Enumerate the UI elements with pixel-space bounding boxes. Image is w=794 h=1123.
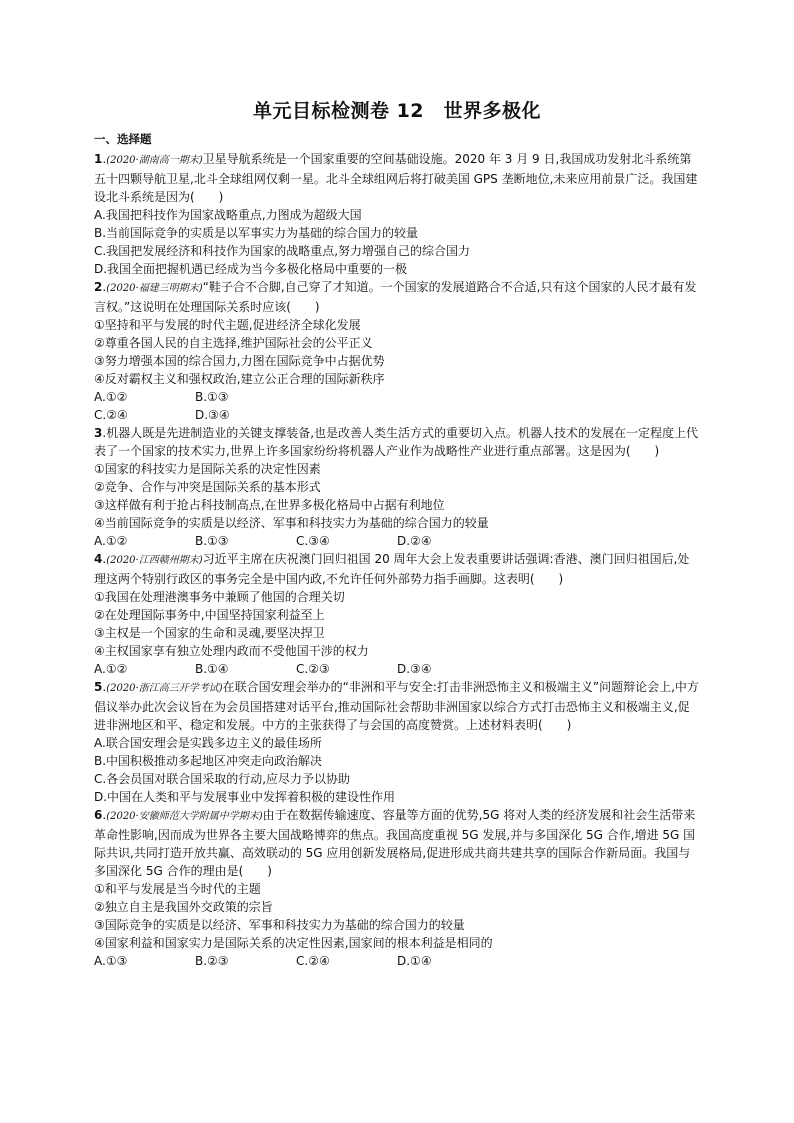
question-text: 习近平主席在庆祝澳门回归祖国 20 周年大会上发表重要讲话强调:香港、澳门回归祖国后,处理这两个特别行政区的事务完全是中国内政,不允许任何外部势力指手画脚。这表明( ) — [94, 552, 690, 586]
statement-item: ②尊重各国人民的自主选择,维护国际社会的公平正义 — [94, 336, 373, 350]
answer-choice[interactable]: C.②④ — [296, 954, 330, 968]
question-2 — [94, 278, 700, 424]
statement-item: ③这样做有利于抢占科技制高点,在世界多极化格局中占据有利地位 — [94, 498, 445, 512]
question-5 — [94, 678, 700, 806]
statement-item: ④主权国家享有独立处理内政而不受他国干涉的权力 — [94, 644, 369, 658]
answer-choice[interactable]: C.③④ — [296, 534, 330, 548]
answer-option[interactable]: C.我国把发展经济和科技作为国家的战略重点,努力增强自己的综合国力 — [94, 244, 471, 258]
question-3 — [94, 424, 700, 550]
answer-choice[interactable]: C.②④ — [94, 408, 128, 422]
statement-item: ②竞争、合作与冲突是国际关系的基本形式 — [94, 480, 321, 494]
question-stem: 3.机器人既是先进制造业的关键支撑装备,也是改善人类生活方式的重要切入点。机器人技术的发展在一定程度上代表了一个国家的技术实力,世界上许多国家纷纷将机器人产业作为战略性产业进行重点部署。这是因为( ) — [94, 426, 699, 458]
answer-choice[interactable]: D.①④ — [397, 954, 432, 968]
question-source: (2020·安徽师范大学附属中学期末) — [106, 811, 263, 822]
statement-item: ②独立自主是我国外交政策的宗旨 — [94, 900, 273, 914]
answer-choice[interactable]: D.③④ — [195, 408, 230, 422]
choice-row — [94, 532, 700, 550]
answer-choice[interactable]: D.②④ — [397, 534, 432, 548]
choice-row — [94, 660, 700, 678]
question-source: (2020·福建三明期末) — [106, 283, 203, 294]
question-1 — [94, 150, 700, 278]
answer-choice[interactable]: B.①③ — [195, 534, 229, 548]
answer-option[interactable]: D.中国在人类和平与发展事业中发挥着积极的建设性作用 — [94, 790, 396, 804]
answer-choice[interactable]: B.②③ — [195, 954, 229, 968]
answer-choice[interactable]: D.③④ — [397, 662, 432, 676]
answer-choice[interactable]: A.①③ — [94, 954, 128, 968]
question-list — [94, 150, 700, 970]
statement-item: ④国家利益和国家实力是国际关系的决定性因素,国家间的根本利益是相同的 — [94, 936, 493, 950]
question-stem: 4.(2020·江西赣州期末)习近平主席在庆祝澳门回归祖国 20 周年大会上发表重要讲话强调:香港、澳门回归祖国后,处理这两个特别行政区的事务完全是中国内政,不允许任何外部势力指手画脚。这表明( ) — [94, 552, 690, 586]
answer-option[interactable]: D.我国全面把握机遇已经成为当今多极化格局中重要的一极 — [94, 262, 408, 276]
question-text: 在联合国安理会举办的“非洲和平与安全:打击非洲恐怖主义和极端主义”问题辩论会上,中方倡议举办此次会议旨在为会员国搭建对话平台,推动国际社会帮助非洲国家以综合方式打击恐怖主义和极端主义,促进非洲地区和平、稳定和发展。中方的主张获得了与会国的高度赞赏。上述材料表明( ) — [94, 680, 699, 732]
answer-choice[interactable]: A.①② — [94, 390, 128, 404]
document-page — [94, 96, 700, 970]
answer-option[interactable]: C.各会员国对联合国采取的行动,应尽力予以协助 — [94, 772, 351, 786]
question-stem: 2.(2020·福建三明期末)“鞋子合不合脚,自己穿了才知道。一个国家的发展道路合不合适,只有这个国家的人民才最有发言权。”这说明在处理国际关系时应该( ) — [94, 280, 697, 314]
question-number: 4 — [94, 552, 103, 566]
question-source: (2020·浙江高三开学考试) — [106, 683, 223, 694]
choice-row — [94, 406, 700, 424]
question-text: 卫星导航系统是一个国家重要的空间基础设施。2020 年 3 月 9 日,我国成功发射北斗系统第五十四颗导航卫星,北斗全球组网仅剩一星。北斗全球组网后将打破美国 GPS 垄断地位,未来应用前景广泛。我国建设北斗系统是因为( ) — [94, 152, 698, 204]
question-number: 2 — [94, 280, 103, 294]
question-source: (2020·江西赣州期末) — [106, 555, 203, 566]
page-title: 单元目标检测卷 12 世界多极化 — [252, 100, 542, 122]
question-6 — [94, 806, 700, 970]
answer-choice[interactable]: A.①② — [94, 534, 128, 548]
statement-item: ③主权是一个国家的生命和灵魂,要坚决捍卫 — [94, 626, 325, 640]
statement-item: ①坚持和平与发展的时代主题,促进经济全球化发展 — [94, 318, 361, 332]
answer-option[interactable]: A.联合国安理会是实践多边主义的最佳场所 — [94, 736, 322, 750]
answer-choice[interactable]: A.①② — [94, 662, 128, 676]
statement-item: ①和平与发展是当今时代的主题 — [94, 882, 261, 896]
answer-option[interactable]: B.中国积极推动多起地区冲突走向政治解决 — [94, 754, 323, 768]
question-stem: 6.(2020·安徽师范大学附属中学期末)由于在数据传输速度、容量等方面的优势,5G 将对人类的经济发展和社会生活带来革命性影响,因而成为世界各主要大国战略博弈的焦点。我国高度重视 5G 发展,并与多国深化 5G 合作,增进 5G 国际共识,共同打造开放共赢、高效联动的 5G 应用创新发展格局,促进形成共商共建共享的国际合作新局面。我国与多国深化 5G 合作的理由是( ) — [94, 808, 696, 878]
answer-option[interactable]: B.当前国际竞争的实质是以军事实力为基础的综合国力的较量 — [94, 226, 419, 240]
statement-item: ④当前国际竞争的实质是以经济、军事和科技实力为基础的综合国力的较量 — [94, 516, 489, 530]
answer-choice[interactable]: C.②③ — [296, 662, 330, 676]
question-number: 6 — [94, 808, 103, 822]
question-source: (2020·湖南高一期末) — [106, 155, 203, 166]
section-heading: 一、选择题 — [94, 132, 152, 146]
question-stem: 1.(2020·湖南高一期末)卫星导航系统是一个国家重要的空间基础设施。2020 年 3 月 9 日,我国成功发射北斗系统第五十四颗导航卫星,北斗全球组网仅剩一星。北斗全球组网后将打破美国 GPS 垄断地位,未来应用前景广泛。我国建设北斗系统是因为( ) — [94, 152, 698, 204]
answer-choice[interactable]: B.①③ — [195, 390, 229, 404]
choice-row — [94, 388, 700, 406]
question-text: 由于在数据传输速度、容量等方面的优势,5G 将对人类的经济发展和社会生活带来革命性影响,因而成为世界各主要大国战略博弈的焦点。我国高度重视 5G 发展,并与多国深化 5G 合作,增进 5G 国际共识,共同打造开放共赢、高效联动的 5G 应用创新发展格局,促进形成共商共建共享的国际合作新局面。我国与多国深化 5G 合作的理由是( ) — [94, 808, 696, 878]
choice-row — [94, 952, 700, 970]
statement-item: ②在处理国际事务中,中国坚持国家利益至上 — [94, 608, 325, 622]
question-4 — [94, 550, 700, 678]
question-number: 3 — [94, 426, 103, 440]
question-number: 1 — [94, 152, 103, 166]
statement-item: ①国家的科技实力是国际关系的决定性因素 — [94, 462, 321, 476]
statement-item: ③努力增强本国的综合国力,力图在国际竞争中占据优势 — [94, 354, 385, 368]
statement-item: ④反对霸权主义和强权政治,建立公正合理的国际新秩序 — [94, 372, 385, 386]
statement-item: ①我国在处理港澳事务中兼顾了他国的合理关切 — [94, 590, 345, 604]
answer-choice[interactable]: B.①④ — [195, 662, 229, 676]
statement-item: ③国际竞争的实质是以经济、军事和科技实力为基础的综合国力的较量 — [94, 918, 465, 932]
question-text: “鞋子合不合脚,自己穿了才知道。一个国家的发展道路合不合适,只有这个国家的人民才最有发言权。”这说明在处理国际关系时应该( ) — [94, 280, 697, 314]
question-text: 机器人既是先进制造业的关键支撑装备,也是改善人类生活方式的重要切入点。机器人技术的发展在一定程度上代表了一个国家的技术实力,世界上许多国家纷纷将机器人产业作为战略性产业进行重点部署。这是因为( ) — [94, 426, 699, 458]
question-stem: 5.(2020·浙江高三开学考试)在联合国安理会举办的“非洲和平与安全:打击非洲恐怖主义和极端主义”问题辩论会上,中方倡议举办此次会议旨在为会员国搭建对话平台,推动国际社会帮助非洲国家以综合方式打击恐怖主义和极端主义,促进非洲地区和平、稳定和发展。中方的主张获得了与会国的高度赞赏。上述材料表明( ) — [94, 680, 699, 732]
question-number: 5 — [94, 680, 103, 694]
answer-option[interactable]: A.我国把科技作为国家战略重点,力图成为超级大国 — [94, 208, 362, 222]
